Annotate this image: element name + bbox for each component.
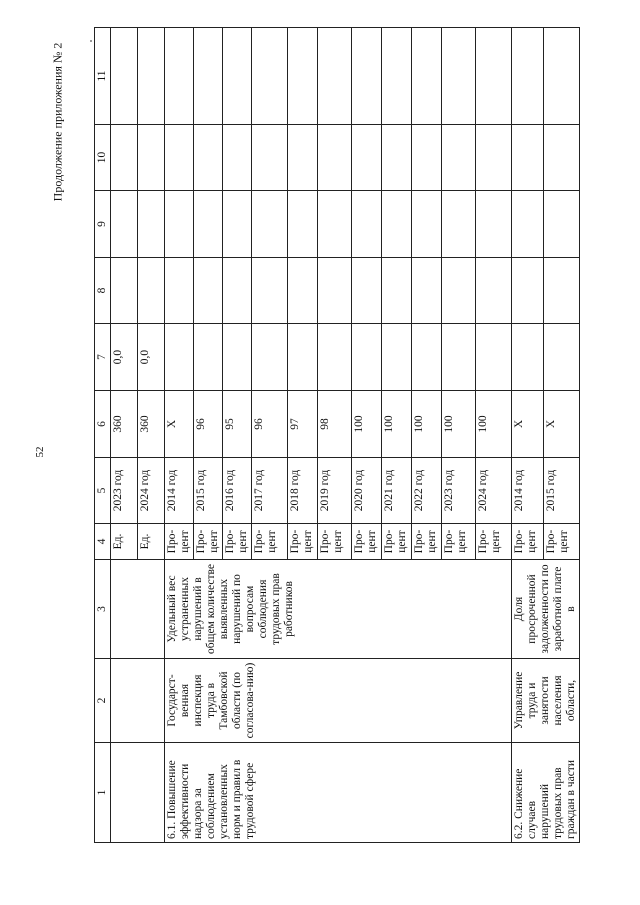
- value-cell: Х: [512, 391, 544, 458]
- column-number: 6: [95, 391, 111, 458]
- year-cell: 2017 год: [252, 458, 288, 524]
- column-number: 4: [95, 524, 111, 560]
- year-cell: 2024 год: [476, 458, 512, 524]
- task-6-2: 6.2. Снижение случаев нарушений трудовых прав граждан в части: [512, 743, 580, 843]
- column-number: 9: [95, 191, 111, 258]
- unit-cell: Про-цент: [512, 524, 544, 560]
- column-number: 8: [95, 258, 111, 324]
- appendix-title: Продолжение приложения № 2: [50, 42, 65, 202]
- year-cell: 2022 год: [412, 458, 442, 524]
- unit-cell: Про-цент: [194, 524, 223, 560]
- scan-speck: [90, 40, 92, 42]
- year-cell: 2016 год: [223, 458, 252, 524]
- column-number: 11: [95, 28, 111, 125]
- task-6-1: 6.1. Повышение эффективности надзора за соблюдением установленных норм и правил в трудовой сфере: [165, 743, 512, 843]
- value-cell: 360: [138, 391, 165, 458]
- unit-cell: Про-цент: [412, 524, 442, 560]
- indicator-6-2: Доля просроченной задолженности по заработной плате в: [512, 560, 580, 659]
- column-number-row: [95, 28, 111, 843]
- unit-cell: Про-цент: [442, 524, 476, 560]
- page-number: 52: [34, 446, 46, 458]
- column-number: 7: [95, 324, 111, 391]
- year-cell: 2019 год: [318, 458, 352, 524]
- value-cell: 95: [223, 391, 252, 458]
- year-cell: 2023 год: [442, 458, 476, 524]
- year-cell: 2018 год: [288, 458, 318, 524]
- column-number: 10: [95, 125, 111, 191]
- empty-cell: [111, 659, 165, 743]
- column-number: 3: [95, 560, 111, 659]
- fact-cell: 0,0: [138, 324, 165, 391]
- value-cell: 100: [352, 391, 382, 458]
- unit-cell: Про-цент: [352, 524, 382, 560]
- value-cell: 100: [476, 391, 512, 458]
- column-number: 1: [95, 743, 111, 843]
- unit-cell: Про-цент: [288, 524, 318, 560]
- fact-cell: 0,0: [111, 324, 138, 391]
- unit-cell: Про-цент: [223, 524, 252, 560]
- unit-cell: Про-цент: [252, 524, 288, 560]
- year-cell: 2015 год: [543, 458, 579, 524]
- indicators-table: [94, 27, 580, 843]
- year-cell: 2024 год: [138, 458, 165, 524]
- executor-6-2: Управление труда и занятости населения области,: [512, 659, 580, 743]
- year-cell: 2014 год: [165, 458, 194, 524]
- value-cell: 100: [382, 391, 412, 458]
- value-cell: 100: [442, 391, 476, 458]
- indicator-6-1: Удельный вес устраненных нарушений в общем количестве выявленных нарушений по вопросам соблюдения трудовых прав работников: [165, 560, 512, 659]
- table-row: [512, 28, 544, 843]
- value-cell: Х: [543, 391, 579, 458]
- unit-cell: Про-цент: [476, 524, 512, 560]
- value-cell: 360: [111, 391, 138, 458]
- year-cell: 2015 год: [194, 458, 223, 524]
- rotated-table-container: [94, 28, 577, 843]
- executor-6-1: Государст-венная инспекция труда в Тамбовской области (по согласова-нию): [165, 659, 512, 743]
- value-cell: 96: [252, 391, 288, 458]
- unit-cell: Про-цент: [382, 524, 412, 560]
- value-cell: 97: [288, 391, 318, 458]
- table-row: [111, 28, 138, 843]
- empty-cell: [111, 743, 165, 843]
- empty-cell: [111, 560, 165, 659]
- value-cell: 100: [412, 391, 442, 458]
- unit-cell: Ед.: [111, 524, 138, 560]
- value-cell: 98: [318, 391, 352, 458]
- unit-cell: Про-цент: [318, 524, 352, 560]
- column-number: 5: [95, 458, 111, 524]
- year-cell: 2021 год: [382, 458, 412, 524]
- year-cell: 2023 год: [111, 458, 138, 524]
- value-cell: Х: [165, 391, 194, 458]
- table-row: [165, 28, 194, 843]
- unit-cell: Ед.: [138, 524, 165, 560]
- column-number: 2: [95, 659, 111, 743]
- unit-cell: Про-цент: [165, 524, 194, 560]
- year-cell: 2020 год: [352, 458, 382, 524]
- unit-cell: Про-цент: [543, 524, 579, 560]
- year-cell: 2014 год: [512, 458, 544, 524]
- value-cell: 96: [194, 391, 223, 458]
